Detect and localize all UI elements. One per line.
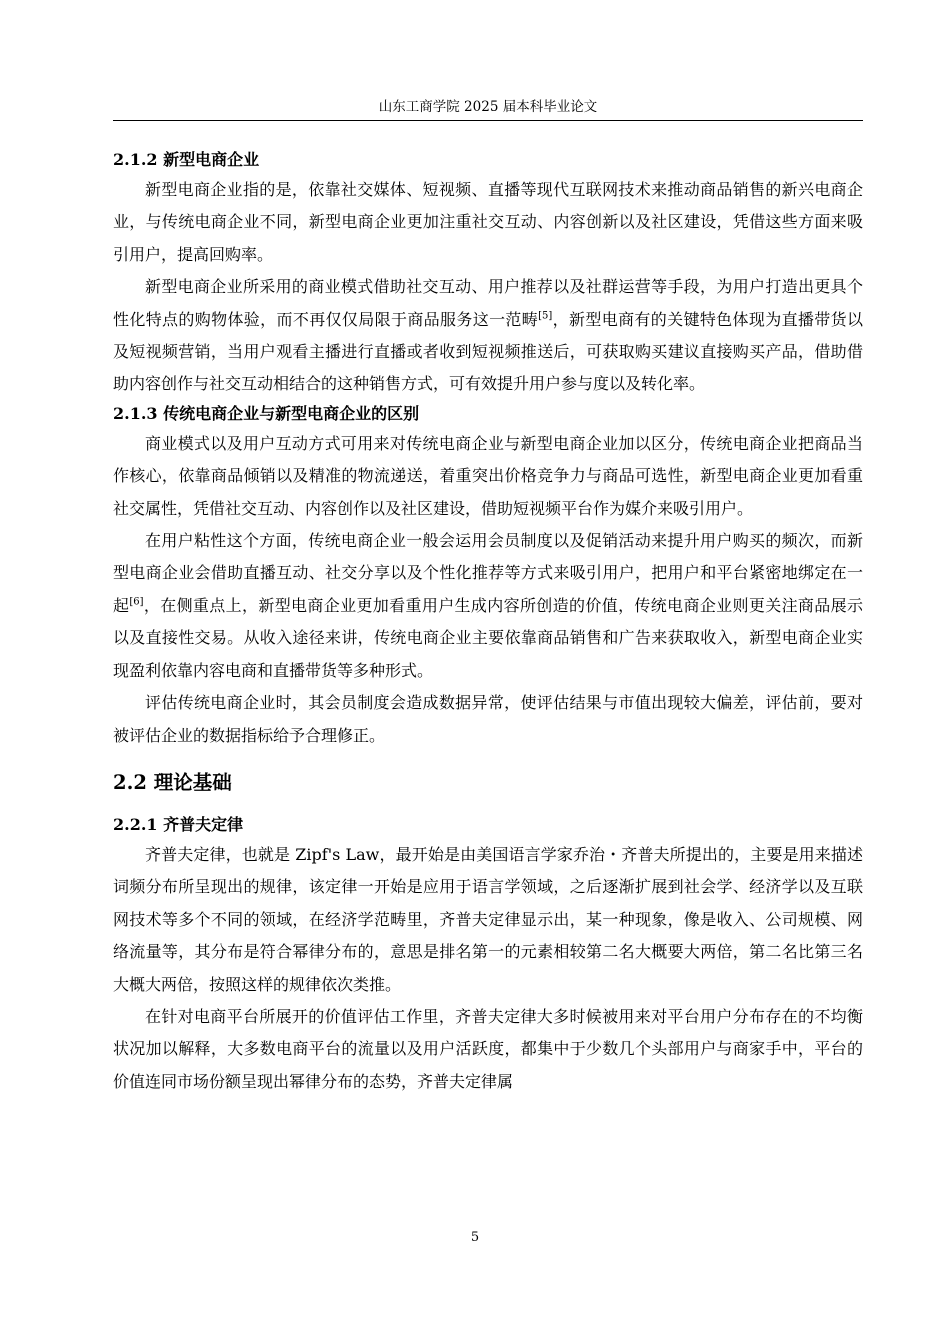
page-number: 5: [470, 1230, 480, 1245]
section-heading-2-1-2: 2.1.2 新型电商企业: [113, 150, 260, 169]
paragraph: 商业模式以及用户互动方式可用来对传统电商企业与新型电商企业加以区分，传统电商企业把商品当作核心，依靠商品倾销以及精准的物流递送，着重突出价格竞争力与商品可选性，新型电商企业更加看重社交属性，凭借社交互动、内容创作以及社区建设，借助短视频平台作为媒介来吸引用户。: [113, 433, 863, 518]
page-body: [113, 147, 863, 1098]
section-heading-2-1-3: 2.1.3 传统电商企业与新型电商企业的区别: [113, 403, 420, 423]
paragraph-text: ，在侧重点上，新型电商企业更加看重用户生成内容所创造的价值，传统电商企业则更关注商品展示以及直接性交易。从收入途径来讲，传统电商企业主要依靠商品销售和广告来获取收入，新型电商企业实现盈利依靠内容电商和直播带货等多种形式。: [113, 595, 863, 680]
paragraph: 评估传统电商企业时，其会员制度会造成数据异常，使评估结果与市值出现较大偏差，评估前，要对被评估企业的数据指标给予合理修正。: [113, 693, 863, 745]
section-heading-2-2-1: 2.2.1 齐普夫定律: [113, 814, 244, 834]
paragraph: [113, 525, 863, 687]
paragraph: [113, 271, 863, 401]
citation-ref[interactable]: [6]: [129, 596, 144, 608]
paragraph: 齐普夫定律，也就是 Zipf's Law，最开始是由美国语言学家乔治・齐普夫所提出的，主要是用来描述词频分布所呈现出的规律，该定律一开始是应用于语言学领域，之后逐渐扩展到社会学、经济学以及互联网技术等多个不同的领域，在经济学范畴里，齐普夫定律显示出，某一种现象，像是收入、公司规模、网络流量等，其分布是符合幂律分布的，意思是排名第一的元素相较第二名大概要大两倍，第二名比第三名大概大两倍，按照这样的规律依次类推。: [113, 844, 863, 994]
paragraph: 在针对电商平台所展开的价值评估工作里，齐普夫定律大多时候被用来对平台用户分布存在的不均衡状况加以解释，大多数电商平台的流量以及用户活跃度，都集中于少数几个头部用户与商家手中，平台的价值连同市场份额呈现出幂律分布的态势，齐普夫定律属: [113, 1006, 863, 1091]
paragraph-text: 新型电商企业所采用的商业模式借助社交互动、用户推荐以及社群运营等手段，为用户打造出更具个性化特点的购物体验，而不再仅仅局限于商品服务这一范畴: [113, 277, 863, 329]
citation-ref[interactable]: [5]: [538, 310, 553, 322]
paragraph-text: ，新型电商有的关键特色体现为直播带货以及短视频营销，当用户观看主播进行直播或者收到短视频推送后，可获取购买建议直接购买产品，借助借助内容创作与社交互动相结合的这种销售方式，可有效提升用户参与度以及转化率。: [113, 309, 863, 394]
section-heading-2-2: 2.2 理论基础: [113, 770, 232, 794]
paragraph: 新型电商企业指的是，依靠社交媒体、短视频、直播等现代互联网技术来推动商品销售的新兴电商企业，与传统电商企业不同，新型电商企业更加注重社交互动、内容创新以及社区建设，凭借这些方面来吸引用户，提高回购率。: [113, 180, 863, 264]
running-header: 山东工商学院 2025 届本科毕业论文: [113, 94, 863, 121]
paragraph-text: 在用户粘性这个方面，传统电商企业一般会运用会员制度以及促销活动来提升用户购买的频次，而新型电商企业会借助直播互动、社交分享以及个性化推荐等方式来吸引用户，把用户和平台紧密地绑定在一起: [113, 531, 863, 615]
